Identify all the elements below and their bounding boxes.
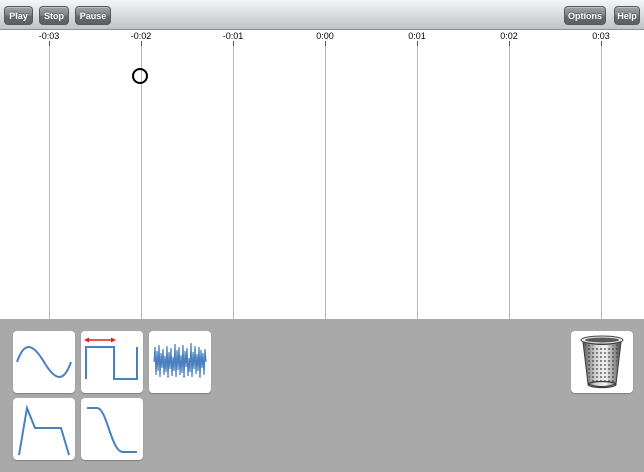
noise-icon [149, 331, 211, 393]
tick-label: 0:00 [316, 31, 334, 41]
ramp-down-tile[interactable] [81, 398, 143, 460]
grid-line [601, 46, 602, 319]
pulse-wave-tile[interactable] [81, 331, 143, 393]
pulse-wave-icon [81, 331, 143, 393]
playhead-handle[interactable] [132, 68, 148, 84]
play-button[interactable]: Play [4, 6, 33, 25]
trash-can-button[interactable] [571, 331, 633, 393]
timeline-tick [29, 30, 69, 319]
tick-label: -0:02 [130, 31, 152, 41]
pause-button[interactable]: Pause [75, 6, 111, 25]
grid-line [509, 46, 510, 319]
envelope-tile[interactable] [13, 398, 75, 460]
toolbar [0, 0, 644, 30]
waveform-palette [0, 319, 644, 472]
tick-label: -0:01 [222, 31, 244, 41]
grid-line [325, 46, 326, 319]
timeline[interactable] [0, 30, 644, 319]
timeline-tick [305, 30, 345, 319]
grid-line [417, 46, 418, 319]
trash-can-icon [571, 331, 633, 393]
grid-line [49, 46, 50, 319]
tick-label: -0:03 [38, 31, 60, 41]
envelope-icon [13, 398, 75, 460]
sine-wave-tile[interactable] [13, 331, 75, 393]
stop-button[interactable]: Stop [39, 6, 69, 25]
noise-tile[interactable] [149, 331, 211, 393]
timeline-tick [397, 30, 437, 319]
grid-line [141, 46, 142, 319]
tick-label: 0:02 [500, 31, 518, 41]
timeline-tick [581, 30, 621, 319]
options-button[interactable]: Options [564, 6, 606, 25]
ramp-down-icon [81, 398, 143, 460]
tick-label: 0:03 [592, 31, 610, 41]
sine-wave-icon [13, 331, 75, 393]
help-button[interactable]: Help [614, 6, 640, 25]
timeline-tick [489, 30, 529, 319]
grid-line [233, 46, 234, 319]
timeline-tick [213, 30, 253, 319]
tick-label: 0:01 [408, 31, 426, 41]
